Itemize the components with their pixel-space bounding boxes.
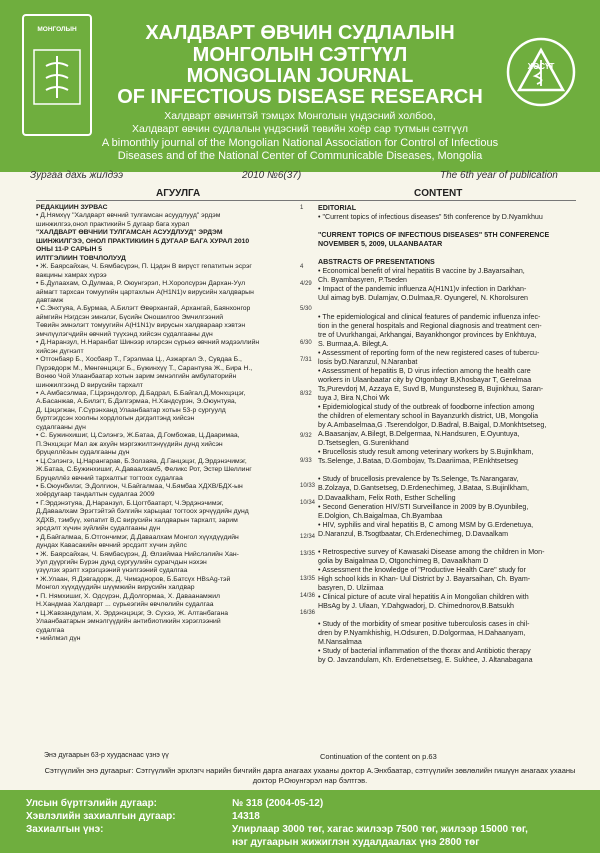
contents-heading-english: CONTENT bbox=[414, 188, 463, 199]
contents-line: • Study of the morbidity of smear positive tuberculosis cases in chil- bbox=[318, 620, 530, 629]
table-of-contents bbox=[36, 188, 576, 763]
contents-line: эмчлүүлэгчдийн өвчний түүхэнд хийсэн судалгааны дүн bbox=[36, 330, 213, 338]
contents-line: ИЛТГЭЛИЙН ТОВЧЛОЛУУД bbox=[36, 254, 126, 262]
association-logo bbox=[22, 14, 92, 136]
page-number bbox=[300, 381, 316, 389]
page-number: 13/35 bbox=[300, 576, 316, 583]
contents-line: S. Burmaa,A. Bilegt,A. bbox=[318, 339, 389, 348]
subtitle-mongolian-line2: Халдварт өвчин судлалын үндэсний төвийн хоёр сар тутмын сэтгүүл bbox=[131, 123, 469, 135]
association-emblem-icon bbox=[24, 16, 90, 134]
editor-note: Сэтгүүлийн энэ дугаарыг: Сэтгүүлийн эрхлэгч нарийн бичгийн дарга анагаах ухааны доктор А.Энхбаатар, сэтгүүлийн зөвлөлийн гишүүн анагаах ухааны доктор Р.Оюунгэрэл нар бэлтгэв. bbox=[44, 766, 576, 785]
contents-line: ABSTRACTS OF PRESENTATIONS bbox=[318, 258, 435, 267]
contents-line: ШИНЖИЛГЭЭ, ОНОЛ ПРАКТИКИЙН 5 ДУГААР БАГА ХУРАЛ 2010 bbox=[36, 237, 250, 245]
contents-line bbox=[318, 249, 576, 258]
contents-line: A.Baasanjav, A.Bilegt, B.Delgermaa, N.Handsuren, E.Oyuntuya, bbox=[318, 430, 520, 439]
subtitle-mongolian-line1: Халдварт өвчинтэй тэмцэх Монголын үндэсний холбоо, bbox=[164, 110, 436, 122]
contents-line: • Impact of the pandemic influenza A(H1N1)v infection in Darkhan- bbox=[318, 285, 527, 294]
page-number bbox=[300, 246, 316, 254]
contents-line bbox=[318, 222, 576, 231]
page-number bbox=[300, 617, 316, 625]
page-number bbox=[300, 626, 316, 634]
page-number bbox=[300, 491, 316, 499]
page-number: 10/34 bbox=[300, 500, 316, 507]
page-number bbox=[300, 516, 316, 524]
contents-line: Вонкю Чой Улаанбаатар хотын зарим эмнэлгийн амбулаторийн bbox=[36, 373, 237, 381]
contents-line: tion in the general hospitals and Regional diagnosis and treatment cen- bbox=[318, 321, 542, 330]
page-number bbox=[300, 255, 316, 263]
contents-line: "CURRENT TOPICS OF INFECTIOUS DISEASES" 5TH CONFERENCE bbox=[318, 231, 550, 240]
page-number bbox=[300, 364, 316, 372]
title-mongolian-line2: МОНГОЛЫН СЭТГҮҮЛ bbox=[192, 44, 408, 66]
contents-line: Ts,Purevdorj M, Azzaya E, Suvd B, Mungunsteseg B, Bujinkhuu, Saran- bbox=[318, 384, 544, 393]
contents-line: хийсэн дүгнэлт bbox=[36, 347, 84, 355]
page-number: 13/35 bbox=[300, 550, 316, 557]
contents-line: B.Zolzaya, D.Gantsetseg, D.Erdenechimeg, J.Bataa, S.Bujinlkham, bbox=[318, 484, 529, 493]
year-label-mongolian: Зургаа дахь жилдээ bbox=[30, 170, 123, 181]
contents-line: Ж.Батаа, С.Бужинхишиг, А.Даваалхам5, Феликс Рот, Эстер Шеллинг bbox=[36, 466, 252, 474]
page-number bbox=[300, 634, 316, 642]
contents-line: • Б.Дулаахам, О.Дулмаа, Р. Оюунгэрэл, Н.Хоролсүрэн Дархан-Уул bbox=[36, 280, 246, 288]
title-english-line1: MONGOLIAN JOURNAL bbox=[186, 65, 414, 87]
contents-line: NOVEMBER 5, 2009, ULAANBAATAR bbox=[318, 240, 443, 249]
page-number bbox=[300, 474, 316, 482]
title-english-line2: OF INFECTIOUS DISEASE RESEARCH bbox=[117, 86, 483, 108]
page-number bbox=[300, 314, 316, 322]
nccd-emblem-icon bbox=[505, 36, 577, 108]
page-number bbox=[300, 558, 316, 566]
page-number bbox=[300, 542, 316, 550]
page-number: 10/33 bbox=[300, 483, 316, 490]
logo-left-text: МОНГОЛЫН bbox=[37, 26, 77, 33]
subtitle-english-line1: A bimonthly journal of the Mongolian National Association for Control of Infectious bbox=[101, 137, 499, 149]
page-number: 6/30 bbox=[300, 340, 312, 346]
contents-line: давтамж bbox=[36, 296, 64, 304]
page-number bbox=[300, 331, 316, 339]
contents-line: А.Басанжав, А.Билэгт, Б.Дэлгэрмаа, Н.Хандсүрэн, Э.Оюунтуяа, bbox=[36, 398, 237, 406]
contents-line: Бруцеллёз өвчний тархалтыг тогтоох судалгаа bbox=[36, 474, 183, 482]
contents-line: ОНЫ 11-Р САРЫН 5 bbox=[36, 246, 103, 254]
page-number bbox=[300, 525, 316, 533]
page-number: 4 bbox=[300, 264, 304, 271]
page-number bbox=[300, 229, 316, 237]
contents-line: losis byD.Naranzul, N.Naranbat bbox=[318, 357, 418, 366]
page-number-column bbox=[300, 204, 316, 764]
contents-line: EDITORIAL bbox=[318, 204, 357, 212]
page-number bbox=[300, 508, 316, 516]
page-number: 14/36 bbox=[300, 593, 316, 600]
contents-list-english bbox=[318, 204, 576, 764]
contents-line: • Ц.Сэлэнгэ, Ц.Нарангарав, Б.Золзаяа, Д.Ганцэцэг, Д.Эрдэнэчимэг, bbox=[36, 457, 247, 465]
contents-line: Uul aimag byB. Dulamjav, O.Dulmaa,R. Oyungerel, N. Khorolsuren bbox=[318, 294, 529, 303]
contents-line: Пүрэвдорж М., Мөнгөнцэцэг Б., Бүжинхүү Т., Сарантуяа Ж., Бира Н., bbox=[36, 364, 253, 372]
contents-line: tre of Uvurkhangai, Arkhangai, Bayankhongor provinces by Enkhtuya, bbox=[318, 330, 537, 339]
contents-line: • Economical benefit of viral hepatitis B vaccine by J.Bayarsaihan, bbox=[318, 267, 525, 276]
contents-line: • "Current topics of infectious diseases" 5th conference by D.Nyamkhuu bbox=[318, 213, 543, 222]
contents-line bbox=[318, 539, 576, 548]
contents-line: • П. Нямхишиг, Х. Одсүрэн, Д.Долгормаа, Х. Даваанамжил bbox=[36, 592, 221, 600]
contents-line: дундах Кавасакийн өвчний эрсдэлт хүчин зүйлс bbox=[36, 542, 187, 550]
contents-line: аймгийн Нэгдсэн эмнэлэг, Бүсийн Оношилгоо Эмчилгээний bbox=[36, 313, 223, 321]
page-number bbox=[300, 398, 316, 406]
contents-line: • Б.Оюунбилэг, Э.Долгион, Ч.Байгалмаа, Ч.Бямбаа ХДХВ/БДХ-ын bbox=[36, 482, 243, 490]
page-number: 9/33 bbox=[300, 458, 312, 465]
contents-line: • С. Бужинхишиг, Ц.Сэлэнгэ, Ж.Батаа, Д.Гомбожав, Ц.Дааримаа, bbox=[36, 432, 240, 440]
subscription-value: 14318 bbox=[232, 811, 260, 822]
contents-line: эрсдэлт хүчин зүйлийн судалгааны дүн bbox=[36, 525, 161, 533]
page-number bbox=[300, 221, 316, 229]
contents-line: • нийлмэл дүн bbox=[36, 635, 81, 643]
issue-band bbox=[30, 170, 580, 182]
contents-line bbox=[318, 611, 576, 620]
contents-line: Д. Цэцэгжан, Г.Сүрэнханд Улаанбаатар хотын 53-р сургуулд bbox=[36, 406, 226, 414]
contents-line bbox=[318, 304, 576, 313]
contents-line bbox=[318, 466, 576, 475]
logo-right-text: ХӨСҮТ bbox=[527, 62, 555, 71]
contents-line: Ts.Selenge, J.Bataa, D.Gombojav, Ts.Daariimaa, P.Enkhtsetseg bbox=[318, 457, 518, 466]
contents-line: "ХАЛДВАРТ ӨВЧНИЙ ТУЛГАМСАН АСУУДЛУУД" ЭРДЭМ bbox=[36, 229, 223, 237]
contents-line: • The epidemiological and clinical features of pandemic influenza infec- bbox=[318, 312, 541, 321]
page-number: 8/32 bbox=[300, 390, 312, 397]
contents-line: D.Naranzul, B.Tsogtbaatar, Ch.Erdenechimeg, D.Davaalkam bbox=[318, 529, 509, 538]
title-mongolian-line1: ХАЛДВАРТ ӨВЧИН СУДЛАЛЫН bbox=[145, 22, 455, 44]
page-number bbox=[300, 584, 316, 592]
contents-line: golia by Baigalmaa D, Otgonchimeg B, Davaalkham D bbox=[318, 556, 489, 565]
contents-line: • С.Энхтуяа, А.Бурмаа, А.Билэгт Өвөрхангай, Архангай, Баянхонгор bbox=[36, 305, 251, 313]
page-number bbox=[300, 440, 316, 448]
contents-line: • Ж.Улаан, Я.Дэвгадорж, Д. Чимэдноров, Б.Батсүх HBsAg-тэй bbox=[36, 575, 231, 583]
price-line2: нэг дугаарын жижиглэн худалдаалах үнэ 2800 төг bbox=[232, 837, 480, 848]
contents-line: • Ц.Жавзандулам, Х. Эрдэнэцэцэг, Э. Сүхээ, Ж. Алтанбагана bbox=[36, 609, 228, 617]
contents-line: хоёрдугаар тандалтын судалгаа 2009 bbox=[36, 491, 155, 499]
contents-line: • Clinical picture of acute viral hepatitis A in Mongolian children with bbox=[318, 593, 529, 602]
continuation-note-english: Continuation of the content on p.63 bbox=[320, 752, 437, 761]
contents-line: workers in Ulaanbaatar city by Otgonbayr B,Khosbayar T, Gerelmaa bbox=[318, 375, 532, 384]
page-number bbox=[300, 347, 316, 355]
contents-line: by O. Javzandulam, Kh. Erdenetsetseg, E. Sukhee, J. Altanabagana bbox=[318, 656, 533, 665]
contents-line: Монгол хүүхдүүдийн шүүмжийн вирусийн халдвар bbox=[36, 584, 195, 592]
page-number bbox=[300, 212, 316, 220]
contents-line: • Assessment of hepatitis B, D virus infection among the health care bbox=[318, 366, 531, 375]
contents-line: РЕДАКЦИЙН ЗУРВАС bbox=[36, 204, 108, 211]
page-number bbox=[300, 407, 316, 415]
page-number bbox=[300, 297, 316, 305]
cover-footer bbox=[0, 790, 600, 853]
page-number bbox=[300, 322, 316, 330]
contents-line: Н.Хандмаа Халдварт ... сүрьеэгийн өвчлөлийн судалгаа bbox=[36, 601, 214, 609]
contents-line: аймагт тархсан томуугийн цартахлын А(H1N1)v вирусийн халдварын bbox=[36, 288, 254, 296]
contents-line: • Д.Наранзул, Н.Наранбат Шинээр илэрсэн сүрьеэ өвчний мэдээллийн bbox=[36, 339, 260, 347]
contents-line: HBsAg by J. Ulaan, Y.Dahgwadorj, D. Chimednorov,B.Batsukh bbox=[318, 602, 514, 611]
contents-line: судалгаа bbox=[36, 626, 65, 634]
contents-line: • А.Амбасэлмаа, Г.Цэрэндолгор, Д.Бадрал, Б.Байгал,Д.Монхцэцэг, bbox=[36, 389, 246, 397]
page-number: 12/34 bbox=[300, 534, 316, 541]
page-number: 4/29 bbox=[300, 280, 312, 287]
page-number bbox=[300, 288, 316, 296]
page-number: 9/32 bbox=[300, 432, 312, 439]
price-line1: Улирлаар 3000 төг, хагас жилээр 7500 төг, жилээр 15000 төг, bbox=[232, 824, 528, 835]
page-number bbox=[300, 373, 316, 381]
contents-line: • Assessment the knowledge of "Productive Health Care" study for bbox=[318, 565, 526, 574]
contents-line: tuya J, Bira N,Choi Wk bbox=[318, 393, 390, 402]
contents-line: by A.Ambaselmaa,G .Tserendolgor, D.Badral, B.Baigal, D.Monkhtsetseg, bbox=[318, 421, 547, 430]
contents-line: Улаанбаатарын эмнэлгүүдийн антибиотикийн хэрэглээний bbox=[36, 618, 221, 626]
registration-label: Улсын бүртгэлийн дугаар: bbox=[26, 798, 158, 809]
contents-line: • Second Generation HIV/STI Surveillance in 2009 by B.Oyunbileg, bbox=[318, 502, 529, 511]
subtitle-english-line2: Diseases and of the National Center of Communicable Diseases, Mongolia bbox=[117, 150, 483, 162]
contents-line: M.Nansalmaa bbox=[318, 638, 362, 647]
contents-line: шинжилгээ,онол практикийн 5 дугаар бага хурал bbox=[36, 220, 190, 228]
contents-line: • Epidemiological study of the outbreak of foodborne infection among bbox=[318, 403, 535, 412]
contents-line: basyren, D. Ulziimaa bbox=[318, 583, 384, 592]
contents-line: the children of elementary school in Bayanzurkh district, UB, Mongolia bbox=[318, 412, 539, 421]
contents-line: бруцеллёзын судалгааны дүн bbox=[36, 449, 130, 457]
contents-line: судалгааны дүн bbox=[36, 423, 86, 431]
contents-line: вакцины хамрах хүрээ bbox=[36, 271, 107, 279]
issue-number: 2010 №6(37) bbox=[242, 170, 302, 181]
contents-line: үзүүлэх эрэлт хэрэгцээний үнэлгээний судалгаа bbox=[36, 567, 188, 575]
page-number: 16/36 bbox=[300, 610, 316, 616]
contents-line: • Ж. Баярсайхан, Ч. Бямбасүрэн, Д. Өлзиймаа Нийслэлийн Хан- bbox=[36, 550, 239, 558]
page-number bbox=[300, 272, 316, 280]
contents-line: Уул дүүргийн Бүрэн дунд сургуулийн сурагчдын нэхэн bbox=[36, 559, 207, 567]
page-number: 5/30 bbox=[300, 306, 312, 313]
contents-line: • Ж. Баярсайхан, Ч. Бямбасүрэн, П. Цэдэн В вирүст гепатитын эсрэг bbox=[36, 263, 252, 271]
contents-line: dren by P.Nyamkhishig, H.Odsuren, D.Dolgormaa, H.Dahaanyam, bbox=[318, 629, 526, 638]
page-number bbox=[300, 423, 316, 431]
contents-line: • Assessment of reporting form of the new registered cases of tubercu- bbox=[318, 348, 540, 357]
contents-line: • Д.Байгалмаа, Б.Отгончимэг, Д.Даваалхам Монгол хүүхдүүдийн bbox=[36, 533, 239, 541]
contents-line: • Brucellosis study result among veterinary workers by S.Bujinlkham, bbox=[318, 448, 534, 457]
price-label: Захиалгын үнэ: bbox=[26, 824, 104, 835]
subscription-label: Хэвлэлийн захиалгын дугаар: bbox=[26, 811, 176, 822]
contents-line: • Study of bacterial inflammation of the thorax and Antibiotic therapy bbox=[318, 647, 531, 656]
page-number bbox=[300, 415, 316, 423]
contents-line: • Д.Нямхүү "Халдварт өвчний тулгамсан асуудлууд" эрдэм bbox=[36, 212, 221, 220]
contents-divider bbox=[36, 200, 576, 201]
year-label-english: The 6th year of publication bbox=[440, 170, 558, 181]
contents-line: Ch. Byambasyren, P.Tseden bbox=[318, 276, 407, 285]
contents-line: D.Davaalkham, Felix Roth, Esther Schelling bbox=[318, 493, 456, 502]
contents-line: Д.Даваалхам Эрэгтэйтэй бэлгийн харьцааг тогтоох эрчүүдийн дунд bbox=[36, 508, 249, 516]
contents-line: ХДХВ, тэмбүү, хепатит В,С вирусийн халдварын тархалт, зарим bbox=[36, 516, 238, 524]
registration-value: № 318 (2004-05-12) bbox=[232, 798, 324, 809]
cover-header bbox=[0, 0, 600, 172]
contents-line: • HIV, syphilis and viral hepatitis B, C among MSM by G.Erdenetuya, bbox=[318, 520, 534, 529]
contents-heading-mongolian: АГУУЛГА bbox=[156, 188, 201, 199]
page-number bbox=[300, 238, 316, 246]
contents-line: E.Dolgion, Ch.Baigalmaa, Ch.Byambaa bbox=[318, 511, 443, 520]
page-number: 7/31 bbox=[300, 356, 312, 363]
page-number bbox=[300, 567, 316, 575]
center-logo bbox=[505, 36, 577, 108]
contents-line: • Г.Эрдэнэтуяа, Д.Наранзул, Б.Цогтбаатарт, Ч.Эрдэнэчимэг, bbox=[36, 499, 224, 507]
page-number: 1 bbox=[300, 205, 304, 211]
contents-line: Төвийн эмнэлэгт томуугийн А(H1N1)v вирусын халдвараар хэвтэн bbox=[36, 322, 246, 330]
contents-line: D.Tsetseglen, G.Surenkhand bbox=[318, 439, 409, 448]
page-number bbox=[300, 449, 316, 457]
contents-line: П.Энхцэцэг Мал аж ахуйн мэргэжилтэнүүдийн дунд хийсэн bbox=[36, 440, 223, 448]
contents-line: High school kids in Khan- Uul District by J. Bayarsaihan, Ch. Byam- bbox=[318, 574, 531, 583]
contents-list-mongolian bbox=[36, 204, 298, 764]
page-number bbox=[300, 466, 316, 474]
contents-line: бүртгэгдсэн хоолны хордлогын дэгдэлтэнд хийсэн bbox=[36, 415, 195, 423]
contents-line: • Отгонбаяр Б., Хосбаяр Т., Гэрэлмаа Ц., Азжаргал Э., Сувдаа Б., bbox=[36, 356, 242, 364]
contents-line: • Study of brucellosis prevalence by Ts.Selenge, Ts.Narangarav, bbox=[318, 475, 519, 484]
contents-line: • Retrospective survey of Kawasaki Disease among the children in Mon- bbox=[318, 547, 545, 556]
contents-line: шинжилгээнд D вирусийн тархалт bbox=[36, 381, 143, 389]
page-number bbox=[300, 601, 316, 609]
continuation-note-mongolian: Энэ дугаарын 63-р хуудаснаас үзнэ үү bbox=[44, 752, 169, 759]
